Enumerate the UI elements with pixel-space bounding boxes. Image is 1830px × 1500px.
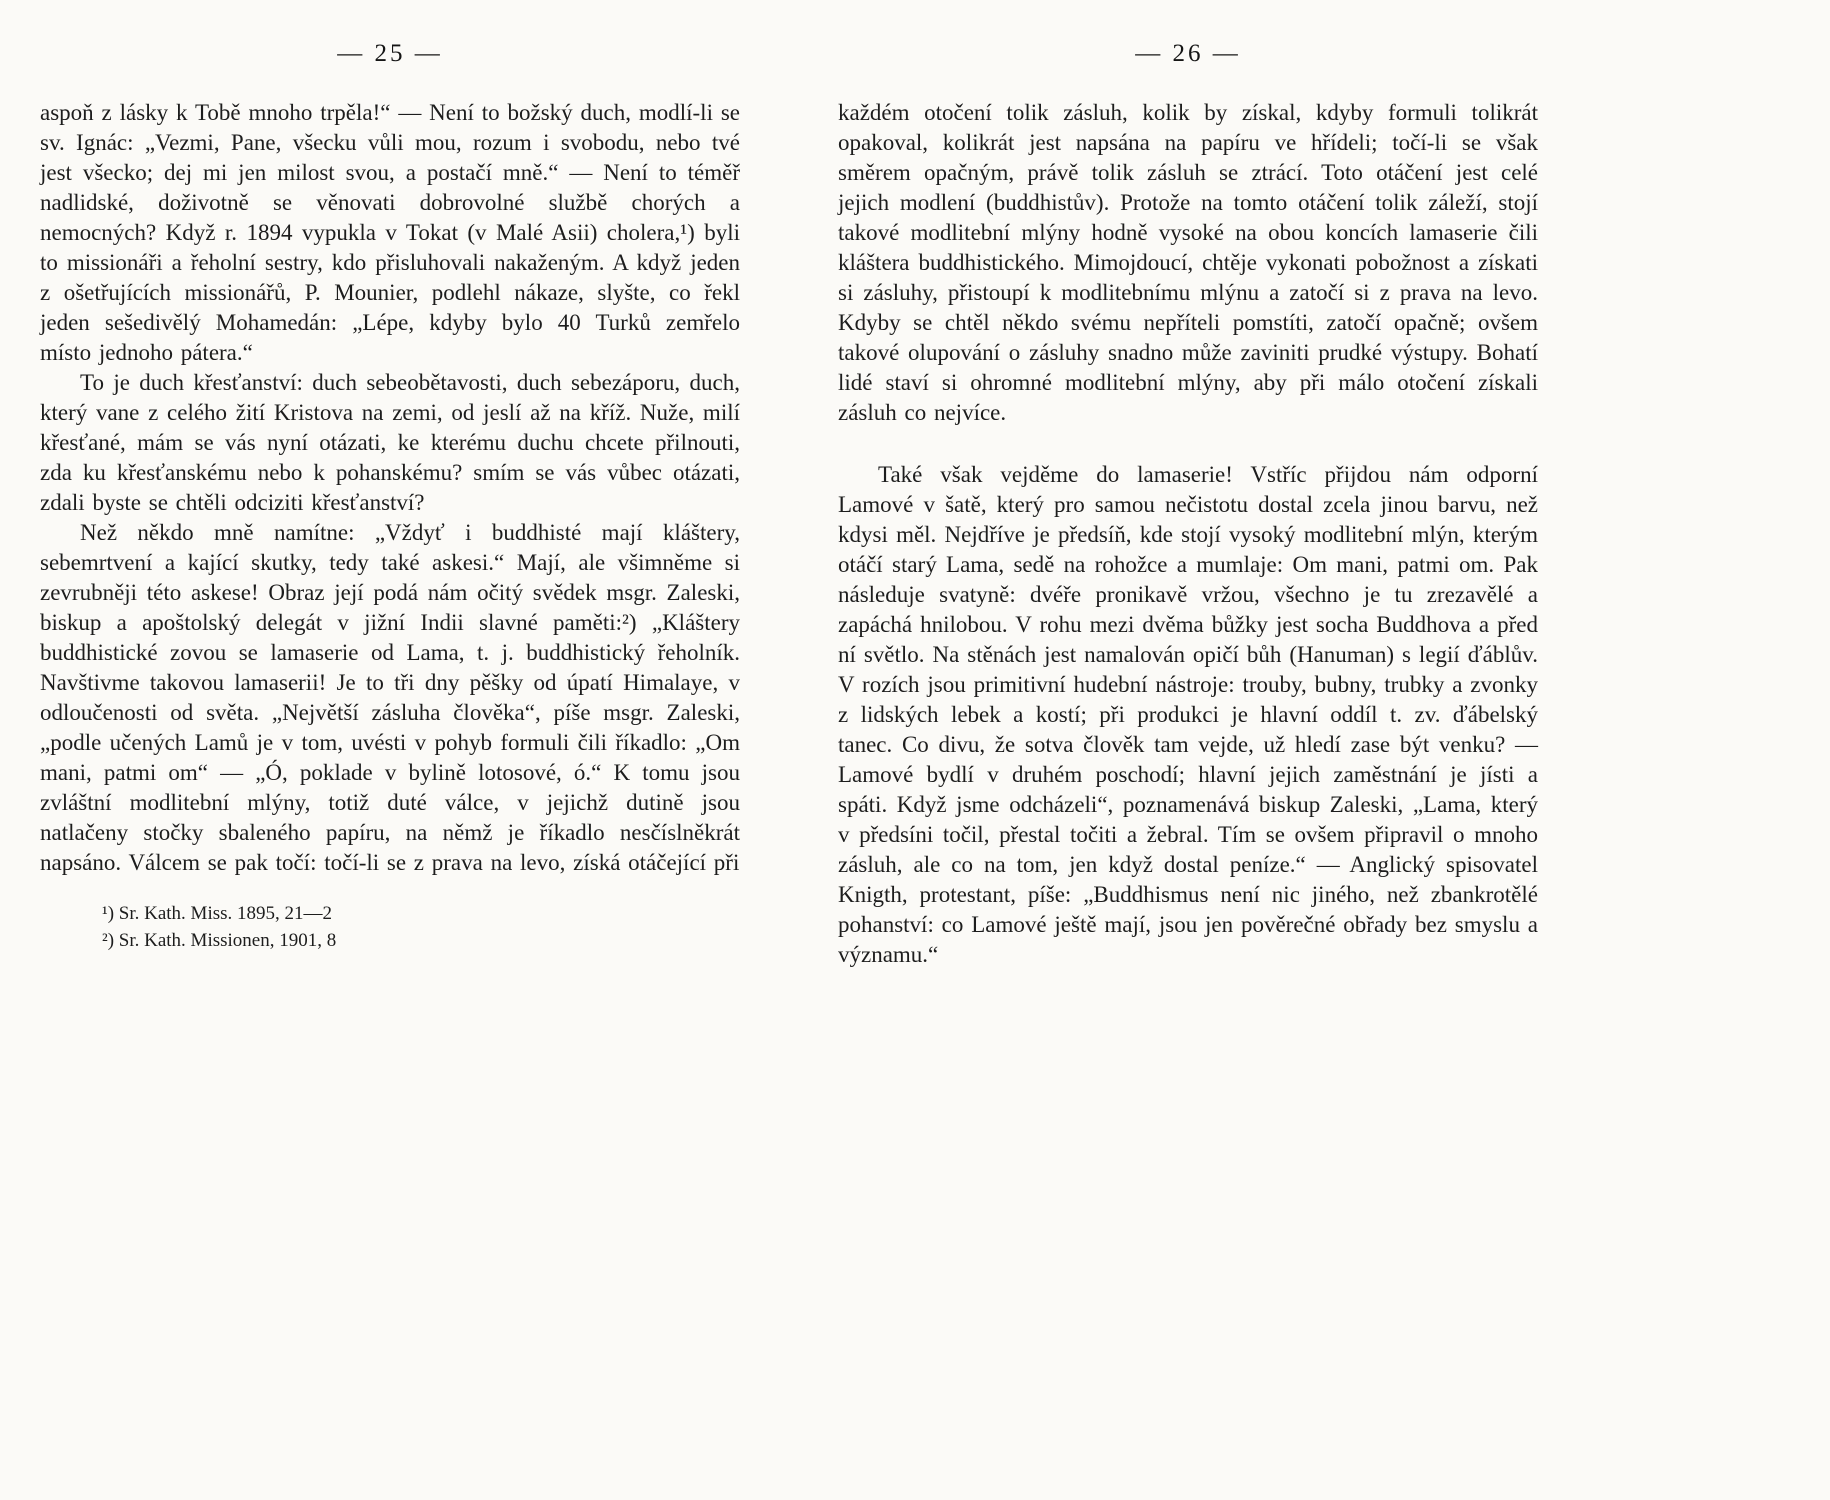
page-26-body	[838, 98, 1538, 970]
page-number-right: — 26 —	[1135, 40, 1241, 67]
page-25	[40, 0, 740, 954]
paragraph: Také však vejděme do lamaserie! Vstříc přijdou nám odporní Lamové v šatě, který pro samou nečistotu dostal zcela jinou barvu, než kdysi měl. Nejdříve je předsíň, kde stojí vysoký modlitební mlýn, kterým otáčí starý Lama, sedě na rohožce a mumlaje: Om mani, patmi om. Pak následuje svatyně: dvéře pronikavě vržou, všechno je tu zrezavělé a zapáchá hnilobou. V rohu mezi dvěma bůžky jest socha Buddhova a před ní světlo. Na stěnách jest namalován opičí bůh (Hanuman) s legií ďáblův. V rozích jsou primitivní hudební nástroje: trouby, bubny, trubky a zvonky z lidských lebek a kostí; při produkci je hlavní oddíl t. zv. ďábelský tanec. Co divu, že sotva člověk tam vejde, už hledí zase být venku? — Lamové bydlí v druhém poschodí; hlavní jejich zaměstnání je jísti a spáti. Když jsme odcházeli“, poznamenává biskup Zaleski, „Lama, který v předsíni točil, přestal točiti a žebral. Tím se ovšem připravil o mnoho zásluh, ale co na tom, jen když dostal peníze.“ — Anglický spisovatel Knigth, protestant, píše: „Buddhismus není nic jiného, než zbankrotělé pohanství: co Lamové ještě mají, jsou jen pověrečné obřady bez smyslu a významu.“	[838, 462, 1538, 967]
paragraph: aspoň z lásky k Tobě mnoho trpěla!“ — Není to božský duch, modlí-li se sv. Ignác: „Vezmi, Pane, všecku vůli mou, rozum i svobodu, nebo tvé jest všecko; dej mi jen milost svou, a postačí mně.“ — Není to téměř nadlidské, doživotně se věnovati dobrovolné službě chorých a nemocných? Když r. 1894 vypukla v Tokat (v Malé Asii) cholera,¹) byli to missionáři a řeholní sestry, kdo přisluhovali nakaženým. A když jeden z ošetřujících missionářů, P. Mounier, podlehl nákaze, slyšte, co řekl jeden sešedivělý Mohamedán: „Lépe, kdyby bylo 40 Turků zemřelo místo jednoho pátera.“	[40, 100, 740, 365]
paragraph: Než někdo mně namítne: „Vždyť i buddhisté mají kláštery, sebemrtvení a kající skutky, tedy také askesi.“ Mají, ale všimněme si zevrubněji této askese! Obraz její podá nám očitý svědek msgr. Zaleski, biskup a apoštolský delegát v jižní Indii slavné paměti:²) „Kláštery buddhistické zovou se lamaserie od Lama, t. j. buddhistický řeholník. Navštivme takovou lamaserii! Je to tři dny pěšky od úpatí Himalaye, v odloučenosti od světa. „Největší zásluha člověka“, píše msgr. Zaleski, „podle učených Lamů je v tom, uvésti v pohyb formuli čili říkadlo: „Om mani, patmi om“ — „Ó, poklade v bylině lotosové, ó.“ K tomu jsou zvláštní modlitební mlýny, totiž duté válce, v jejichž dutině jsou natlačeny stočky sbaleného papíru, na němž je říkadlo nesčíslněkrát napsáno. Válcem se pak točí: točí-li se z prava na levo, získá otáčející při	[40, 520, 740, 875]
footnote-1: ¹) Sr. Kath. Miss. 1895, 21—2	[102, 903, 333, 924]
page-26	[838, 0, 1538, 970]
page-25-body	[40, 98, 740, 878]
paragraph: To je duch křesťanství: duch sebeobětavosti, duch sebezáporu, duch, který vane z celého žití Kristova na zemi, od jeslí až na kříž. Nuže, milí křesťané, mám se vás nyní otázati, ke kterému duchu chcete přilnouti, zda ku křesťanskému nebo k pohanskému? smím se vás vůbec otázati, zdali byste se chtěli odciziti křesťanství?	[40, 370, 740, 515]
footnote-2: ²) Sr. Kath. Missionen, 1901, 8	[102, 930, 337, 951]
page-number-left: — 25 —	[337, 40, 443, 67]
footnotes	[40, 900, 740, 954]
paragraph: každém otočení tolik zásluh, kolik by získal, kdyby formuli tolikrát opakoval, kolikrát jest napsána na papíru ve hřídeli; točí-li se však směrem opačným, právě tolik zásluh se ztrácí. Toto otáčení jest celé jejich modlení (buddhistův). Protože na tomto otáčení tolik záleží, stojí takové modlitební mlýny hodně vysoké na obou koncích lamaserie čili kláštera buddhistického. Mimojdoucí, chtěje vykonati pobožnost a získati si zásluhy, přistoupí k modlitebnímu mlýnu a zatočí si z prava na levo. Kdyby se chtěl někdo svému nepříteli pomstíti, zatočí opačně; ovšem takové olupování o zásluhy snadno může zaviniti prudké výstupy. Bohatí lidé staví si ohromné modlitební mlýny, aby při málo otočení získali zásluh co nejvíce.	[838, 100, 1538, 425]
